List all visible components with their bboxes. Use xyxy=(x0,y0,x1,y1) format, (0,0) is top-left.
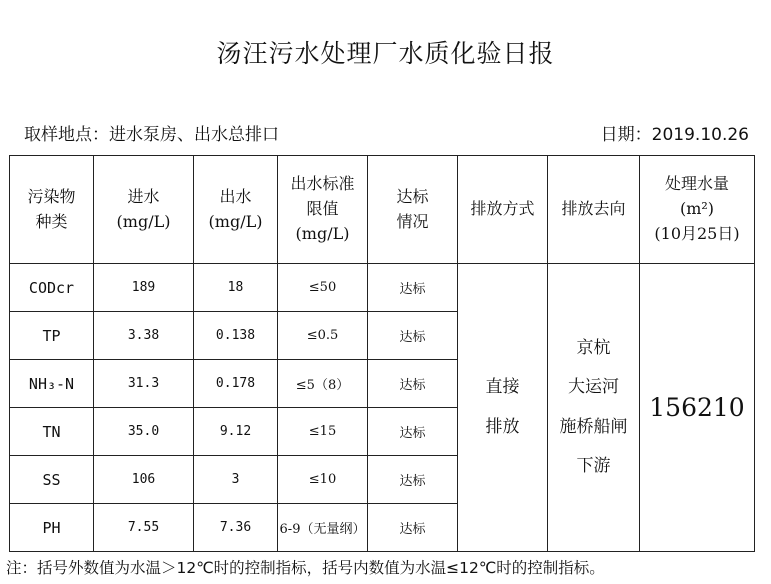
pollutant-name: SS xyxy=(10,456,94,504)
influent-value: 3.38 xyxy=(94,312,194,360)
status-value: 达标 xyxy=(368,504,458,552)
header-effluent: 出水 (mg/L) xyxy=(194,156,278,264)
header-method: 排放方式 xyxy=(458,156,548,264)
effluent-value: 3 xyxy=(194,456,278,504)
water-quality-table xyxy=(9,155,755,552)
influent-value: 35.0 xyxy=(94,408,194,456)
report-title: 汤汪污水处理厂水质化验日报 xyxy=(216,39,555,68)
limit-value: ≤5（8） xyxy=(278,360,368,408)
table-header-row xyxy=(10,156,755,264)
header-status: 达标 情况 xyxy=(368,156,458,264)
treated-volume: 156210 xyxy=(640,264,755,552)
status-value: 达标 xyxy=(368,312,458,360)
report-date: 日期：2019.10.26 xyxy=(600,125,749,145)
header-influent: 进水 (mg/L) xyxy=(94,156,194,264)
pollutant-name: TN xyxy=(10,408,94,456)
status-value: 达标 xyxy=(368,408,458,456)
limit-value: 6-9（无量纲） xyxy=(278,504,368,552)
footnote: 注：括号外数值为水温＞12℃时的控制指标，括号内数值为水温≤12℃时的控制指标。 xyxy=(6,559,605,577)
discharge-method: 直接 排放 xyxy=(458,264,548,552)
effluent-value: 9.12 xyxy=(194,408,278,456)
status-value: 达标 xyxy=(368,456,458,504)
header-pollutant: 污染物 种类 xyxy=(10,156,94,264)
influent-value: 106 xyxy=(94,456,194,504)
pollutant-name: TP xyxy=(10,312,94,360)
effluent-value: 7.36 xyxy=(194,504,278,552)
pollutant-name: PH xyxy=(10,504,94,552)
influent-value: 189 xyxy=(94,264,194,312)
effluent-value: 0.138 xyxy=(194,312,278,360)
status-value: 达标 xyxy=(368,360,458,408)
effluent-value: 0.178 xyxy=(194,360,278,408)
discharge-destination: 京杭 大运河 施桥船闸 下游 xyxy=(548,264,640,552)
limit-value: ≤15 xyxy=(278,408,368,456)
table-row xyxy=(10,264,755,312)
limit-value: ≤50 xyxy=(278,264,368,312)
header-destination: 排放去向 xyxy=(548,156,640,264)
status-value: 达标 xyxy=(368,264,458,312)
pollutant-name: NH₃-N xyxy=(10,360,94,408)
sampling-location: 取样地点：进水泵房、出水总排口 xyxy=(24,125,279,145)
limit-value: ≤10 xyxy=(278,456,368,504)
limit-value: ≤0.5 xyxy=(278,312,368,360)
effluent-value: 18 xyxy=(194,264,278,312)
header-limit: 出水标准 限值 (mg/L) xyxy=(278,156,368,264)
influent-value: 7.55 xyxy=(94,504,194,552)
pollutant-name: CODcr xyxy=(10,264,94,312)
header-volume: 处理水量 (m²) (10月25日) xyxy=(640,156,755,264)
influent-value: 31.3 xyxy=(94,360,194,408)
